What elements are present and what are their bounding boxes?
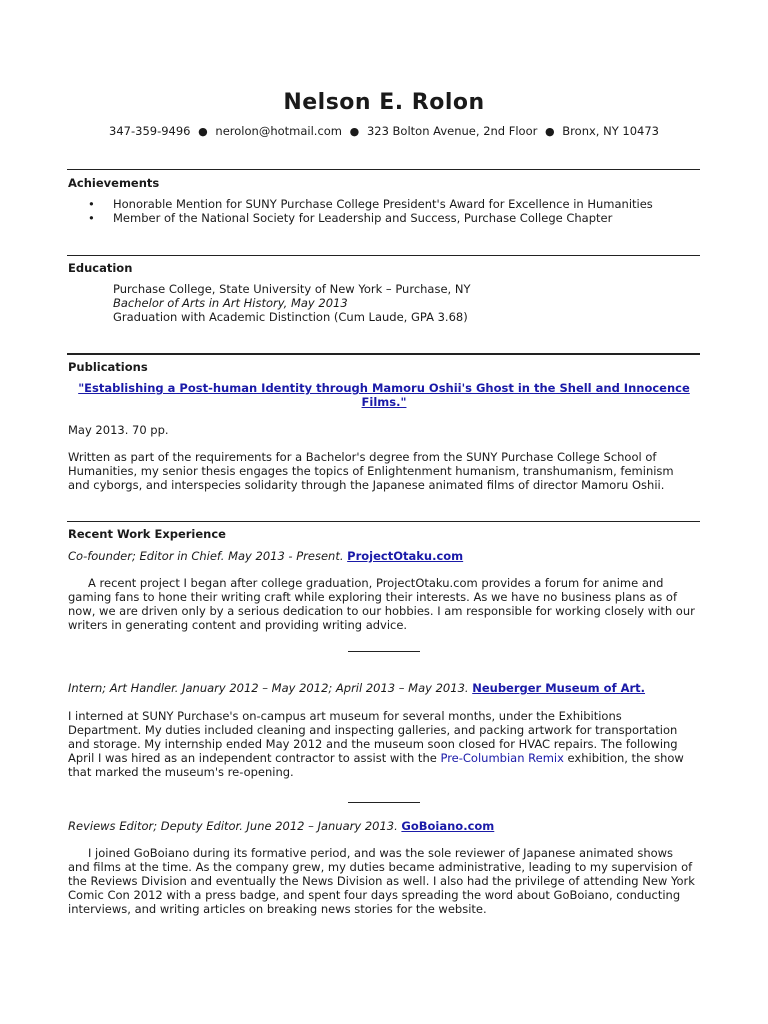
separator-dot: ●	[198, 125, 208, 138]
school-name: Purchase College, State University of New York – Purchase, NY	[113, 282, 471, 296]
contact-line	[0, 124, 768, 138]
separator-line	[348, 802, 420, 803]
separator-dot: ●	[349, 125, 360, 138]
section-divider	[67, 255, 700, 256]
section-divider	[67, 353, 700, 355]
list-item: • Member of the National Society for Leadership and Success, Purchase College Chapter	[88, 211, 613, 225]
job-title-line: Co-founder; Editor in Chief. May 2013 - Present. ProjectOtaku.com	[68, 549, 464, 563]
city-address: Bronx, NY 10473	[562, 124, 659, 138]
achievements-list	[68, 197, 700, 225]
publication-description: Written as part of the requirements for a Bachelor's degree from the SUNY Purchase College School of Humanities, my senior thesis engages the topics of Enlightenment humanism, transhumanism, feminism and cyborgs, and interspecies solidarity through the Japanese animated films of director Mamoru Oshii.	[68, 450, 674, 492]
honors-line: Graduation with Academic Distinction (Cum Laude, GPA 3.68)	[113, 310, 468, 324]
education-details	[113, 282, 693, 324]
job-description: A recent project I began after college graduation, ProjectOtaku.com provides a forum for anime and gaming fans to hone their writing craft while exploring their interests. As we have no business plans as of now, we are driven only by a serious dedication to our hobbies. I am responsible for working closely with our writers in generating content and providing writing advice.	[68, 576, 695, 632]
bullet-icon: •	[88, 211, 95, 225]
projectotaku-link[interactable]: ProjectOtaku.com	[347, 549, 464, 563]
goboiano-link[interactable]: GoBoiano.com	[401, 819, 495, 833]
section-divider	[67, 169, 700, 170]
graduation-date: , May 2013	[283, 296, 348, 310]
separator-dot: ●	[545, 125, 555, 138]
separator-line	[348, 651, 420, 652]
degree-line	[113, 296, 693, 310]
phone-number: 347-359-9496	[109, 124, 191, 138]
publications-heading: Publications	[68, 360, 148, 374]
list-item: • Honorable Mention for SUNY Purchase College President's Award for Excellence in Humanities	[88, 197, 653, 211]
job-description: I joined GoBoiano during its formative period, and was the sole reviewer of Japanese animated shows and films at the time. As the company grew, my duties became administrative, leading to my supervision of the Reviews Division and eventually the News Division as well. I also had the privilege of attending New York Comic Con 2012 with a press badge, and spent four days spreading the word about GoBoiano, conducting interviews, and writing articles on breaking news stories for the website.	[68, 846, 695, 916]
degree-name: Bachelor of Arts in Art History	[113, 296, 284, 310]
section-divider	[67, 521, 700, 522]
email-address: nerolon@hotmail.com	[215, 124, 343, 138]
street-address: 323 Bolton Avenue, 2nd Floor	[366, 124, 538, 138]
education-heading: Education	[68, 261, 133, 275]
applicant-name: Nelson E. Rolon	[283, 90, 485, 115]
achievements-heading: Achievements	[68, 176, 160, 190]
job-title-line: Reviews Editor; Deputy Editor. June 2012 – January 2013. GoBoiano.com	[68, 819, 495, 833]
neuberger-museum-link[interactable]: Neuberger Museum of Art.	[472, 681, 646, 695]
job-description: I interned at SUNY Purchase's on-campus art museum for several months, under the Exhibitions Department. My duties included cleaning and inspecting galleries, and packing artwork for transportation and storage. My internship ended May 2012 and the museum soon closed for HVAC repairs. The following April I was hired as an independent contractor to assist with the Pre-Columbian Remix exhibition, the show that marked the museum's re-opening.	[68, 709, 684, 779]
publication-meta: May 2013. 70 pp.	[68, 423, 169, 437]
job-title-line: Intern; Art Handler. January 2012 – May 2012; April 2013 – May 2013. Neuberger Museum of Art.	[68, 681, 646, 695]
pre-columbian-remix-link[interactable]: Pre-Columbian Remix	[440, 751, 564, 765]
publication-title-link[interactable]: "Establishing a Post-human Identity through Mamoru Oshii's Ghost in the Shell and Innocence Films."	[78, 381, 690, 409]
bullet-icon: •	[88, 197, 95, 211]
work-heading: Recent Work Experience	[68, 527, 226, 541]
